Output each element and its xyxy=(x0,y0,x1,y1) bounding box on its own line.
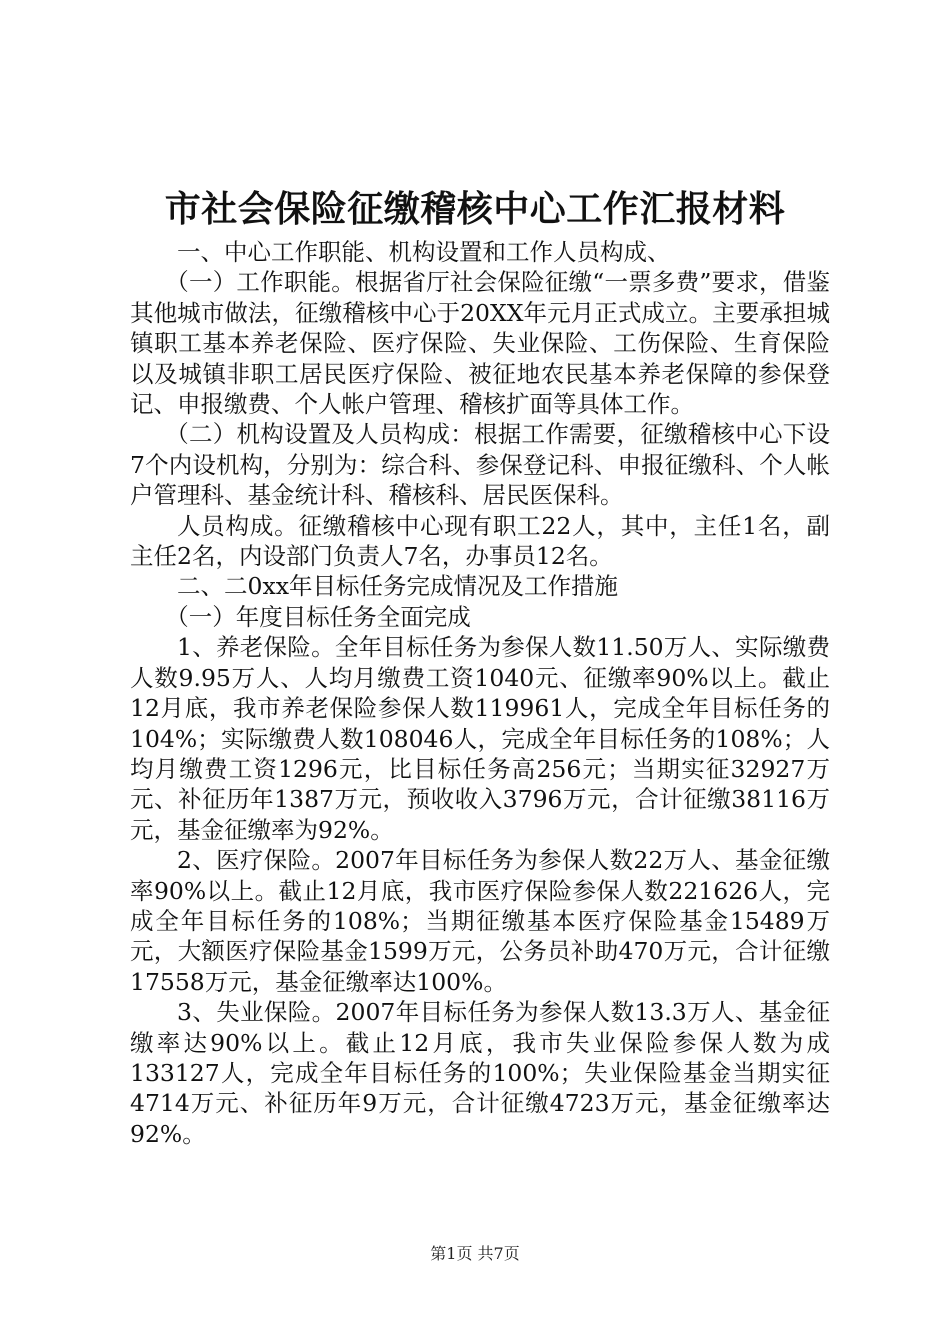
paragraph-unemployment-insurance: 3、失业保险。2007年目标任务为参保人数13.3万人、基金征缴率达90%以上。截止12月底，我市失业保险参保人数为成133127人，完成全年目标任务的100%；失业保险基金当期实征4714万元、补征历年9万元，合计征缴4723万元，基金征缴率达92%。 xyxy=(130,998,830,1148)
page-footer: 第1页 共7页 xyxy=(430,1244,520,1263)
section-heading: 一、中心工作职能、机构设置和工作人员构成、 xyxy=(177,238,671,266)
section-heading: 二、二0xx年目标任务完成情况及工作措施 xyxy=(177,572,618,601)
paragraph-staff: 人员构成。征缴稽核中心现有职工22人，其中，主任1名，副主任2名，内设部门负责人7名，办事员12名。 xyxy=(130,511,830,571)
paragraph-work-functions: （一）工作职能。根据省厅社会保险征缴“一票多费”要求，借鉴其他城市做法，征缴稽核中心于20XX年元月正式成立。主要承担城镇职工基本养老保险、医疗保险、失业保险、工伤保险、生育保险以及城镇非职工居民医疗保险、被征地农民基本养老保障的参保登记、申报缴费、个人帐户管理、稽核扩面等具体工作。 xyxy=(130,268,830,419)
document-title: 市社会保险征缴稽核中心工作汇报材料 xyxy=(164,188,786,230)
paragraph-medical-insurance: 2、医疗保险。2007年目标任务为参保人数22万人、基金征缴率90%以上。截止12月底，我市医疗保险参保人数221626人，完成全年目标任务的108%；当期征缴基本医疗保险基金15489万元，大额医疗保险基金1599万元，公务员补助470万元，合计征缴17558万元，基金征缴率达100%。 xyxy=(130,846,830,996)
document-body xyxy=(130,237,830,1149)
paragraph-organization: （二）机构设置及人员构成：根据工作需要，征缴稽核中心下设7个内设机构，分别为：综合科、参保登记科、申报征缴科、个人帐户管理科、基金统计科、稽核科、居民医保科。 xyxy=(130,420,830,510)
subsection-heading: （一）年度目标任务全面完成 xyxy=(165,602,471,631)
paragraph-pension-insurance: 1、养老保险。全年目标任务为参保人数11.50万人、实际缴费人数9.95万人、人均月缴费工资1040元、征缴率90%以上。截止12月底，我市养老保险参保人数119961人，完成全年目标任务的104%；实际缴费人数108046人，完成全年目标任务的108%；人均月缴费工资1296元，比目标任务高256元；当期实征32927万元、补征历年1387万元，预收收入3796万元，合计征缴38116万元，基金征缴率为92%。 xyxy=(130,633,830,844)
